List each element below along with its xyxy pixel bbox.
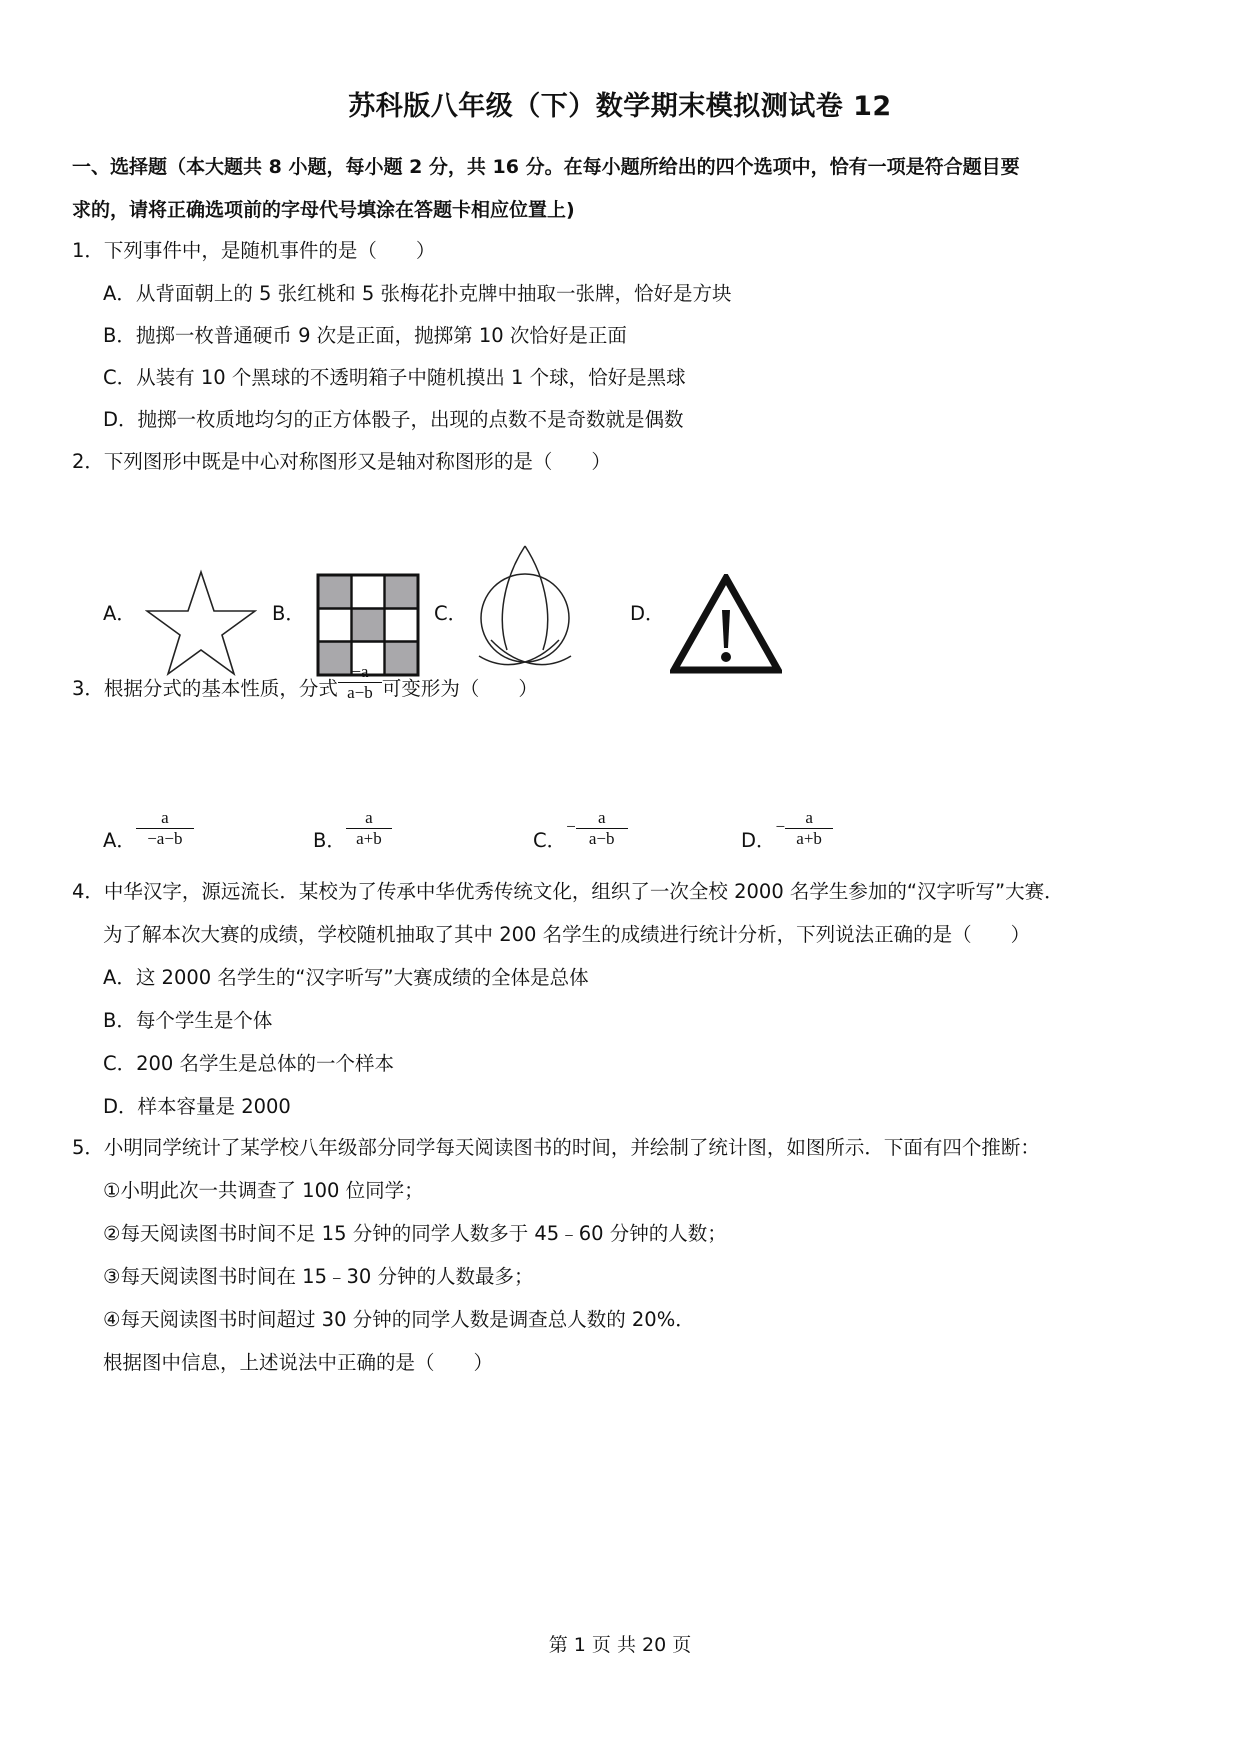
fraction-denominator: a+b: [356, 829, 382, 848]
fraction-numerator: a: [365, 808, 373, 827]
option-fraction: [136, 808, 194, 849]
negative-sign: −: [566, 817, 576, 836]
question-3-option-b: [313, 808, 392, 853]
question-5-stem: 5．小明同学统计了某学校八年级部分同学每天阅读图书的时间，并绘制了统计图，如图所示．下面有四个推断：: [72, 1136, 1040, 1159]
option-label: B．: [313, 829, 346, 852]
question-2-option-b-label: B．: [272, 602, 305, 625]
option-label: D．: [741, 829, 776, 852]
option-fraction: [785, 808, 833, 849]
question-5-statement-4: ④每天阅读图书时间超过 30 分钟的同学人数是调查总人数的 20%．: [103, 1308, 695, 1331]
question-1-option-c: C．从装有 10 个黑球的不透明箱子中随机摸出 1 个球，恰好是黑球: [103, 366, 686, 389]
question-4-option-b: B．每个学生是个体: [103, 1009, 273, 1032]
question-1-option-b: B．抛掷一枚普通硬币 9 次是正面，抛掷第 10 次恰好是正面: [103, 324, 627, 347]
section-heading-line1: 一、选择题（本大题共 8 小题，每小题 2 分，共 16 分。在每小题所给出的四个选项中，恰有一项是符合题目要: [72, 156, 1020, 178]
question-2-option-d-label: D．: [630, 602, 665, 625]
question-4-option-a: A．这 2000 名学生的“汉字听写”大赛成绩的全体是总体: [103, 966, 589, 989]
question-3-option-c: [533, 808, 628, 853]
fraction-numerator: a: [161, 808, 169, 827]
question-1-option-d: D．抛掷一枚质地均匀的正方体骰子，出现的点数不是奇数就是偶数: [103, 408, 684, 431]
question-4-stem-line2: 为了解本次大赛的成绩，学校随机抽取了其中 200 名学生的成绩进行统计分析，下列说法正确的是（ ）: [103, 923, 1031, 946]
question-4-option-d: D．样本容量是 2000: [103, 1095, 291, 1118]
page-footer: 第 1 页 共 20 页: [548, 1634, 692, 1656]
question-1-option-a: A．从背面朝上的 5 张红桃和 5 张梅花扑克牌中抽取一张牌，恰好是方块: [103, 282, 732, 305]
fraction-denominator: a−b: [347, 683, 373, 702]
question-3-fraction: [338, 662, 382, 703]
question-5-closing: 根据图中信息，上述说法中正确的是（ ）: [103, 1351, 494, 1374]
option-fraction: [346, 808, 392, 849]
question-2-option-a-label: A．: [103, 602, 136, 625]
question-5-statement-1: ①小明此次一共调查了 100 位同学；: [103, 1179, 424, 1202]
question-3-stem: [72, 662, 538, 703]
triquetra-figure-icon: [475, 540, 575, 680]
option-label: A．: [103, 829, 136, 852]
question-5-statement-3: ③每天阅读图书时间在 15﹣30 分钟的人数最多；: [103, 1265, 534, 1288]
fraction-numerator: −a: [351, 662, 369, 681]
option-fraction: [576, 808, 628, 849]
question-1-stem: 1．下列事件中，是随机事件的是（ ）: [72, 239, 436, 262]
question-5-statement-2: ②每天阅读图书时间不足 15 分钟的同学人数多于 45﹣60 分钟的人数；: [103, 1222, 727, 1245]
question-3-stem-prefix: 3．根据分式的基本性质，分式: [72, 677, 338, 700]
question-2-option-c-label: C．: [434, 602, 468, 625]
fraction-numerator: a: [805, 808, 813, 827]
warning-triangle-figure-icon: [670, 574, 782, 674]
fraction-numerator: a: [597, 808, 606, 827]
negative-sign: −: [775, 817, 786, 836]
question-4-option-c: C．200 名学生是总体的一个样本: [103, 1052, 395, 1075]
question-2-stem: 2．下列图形中既是中心对称图形又是轴对称图形的是（ ）: [72, 450, 611, 473]
page-title: 苏科版八年级（下）数学期末模拟测试卷 12: [348, 91, 892, 122]
question-4-stem-line1: 4．中华汉字，源远流长．某校为了传承中华优秀传统文化，组织了一次全校 2000 名学生参加的“汉字听写”大赛．: [72, 880, 1064, 903]
fraction-denominator: a−b: [588, 829, 615, 848]
option-label: C．: [533, 829, 567, 852]
fraction-denominator: a+b: [796, 829, 822, 848]
question-3-option-a: [103, 808, 194, 853]
question-3-option-d: [741, 808, 833, 853]
fraction-denominator: −a−b: [147, 829, 183, 848]
section-heading-line2: 求的，请将正确选项前的字母代号填涂在答题卡相应位置上): [72, 199, 575, 221]
question-3-stem-suffix: 可变形为（ ）: [381, 677, 538, 700]
